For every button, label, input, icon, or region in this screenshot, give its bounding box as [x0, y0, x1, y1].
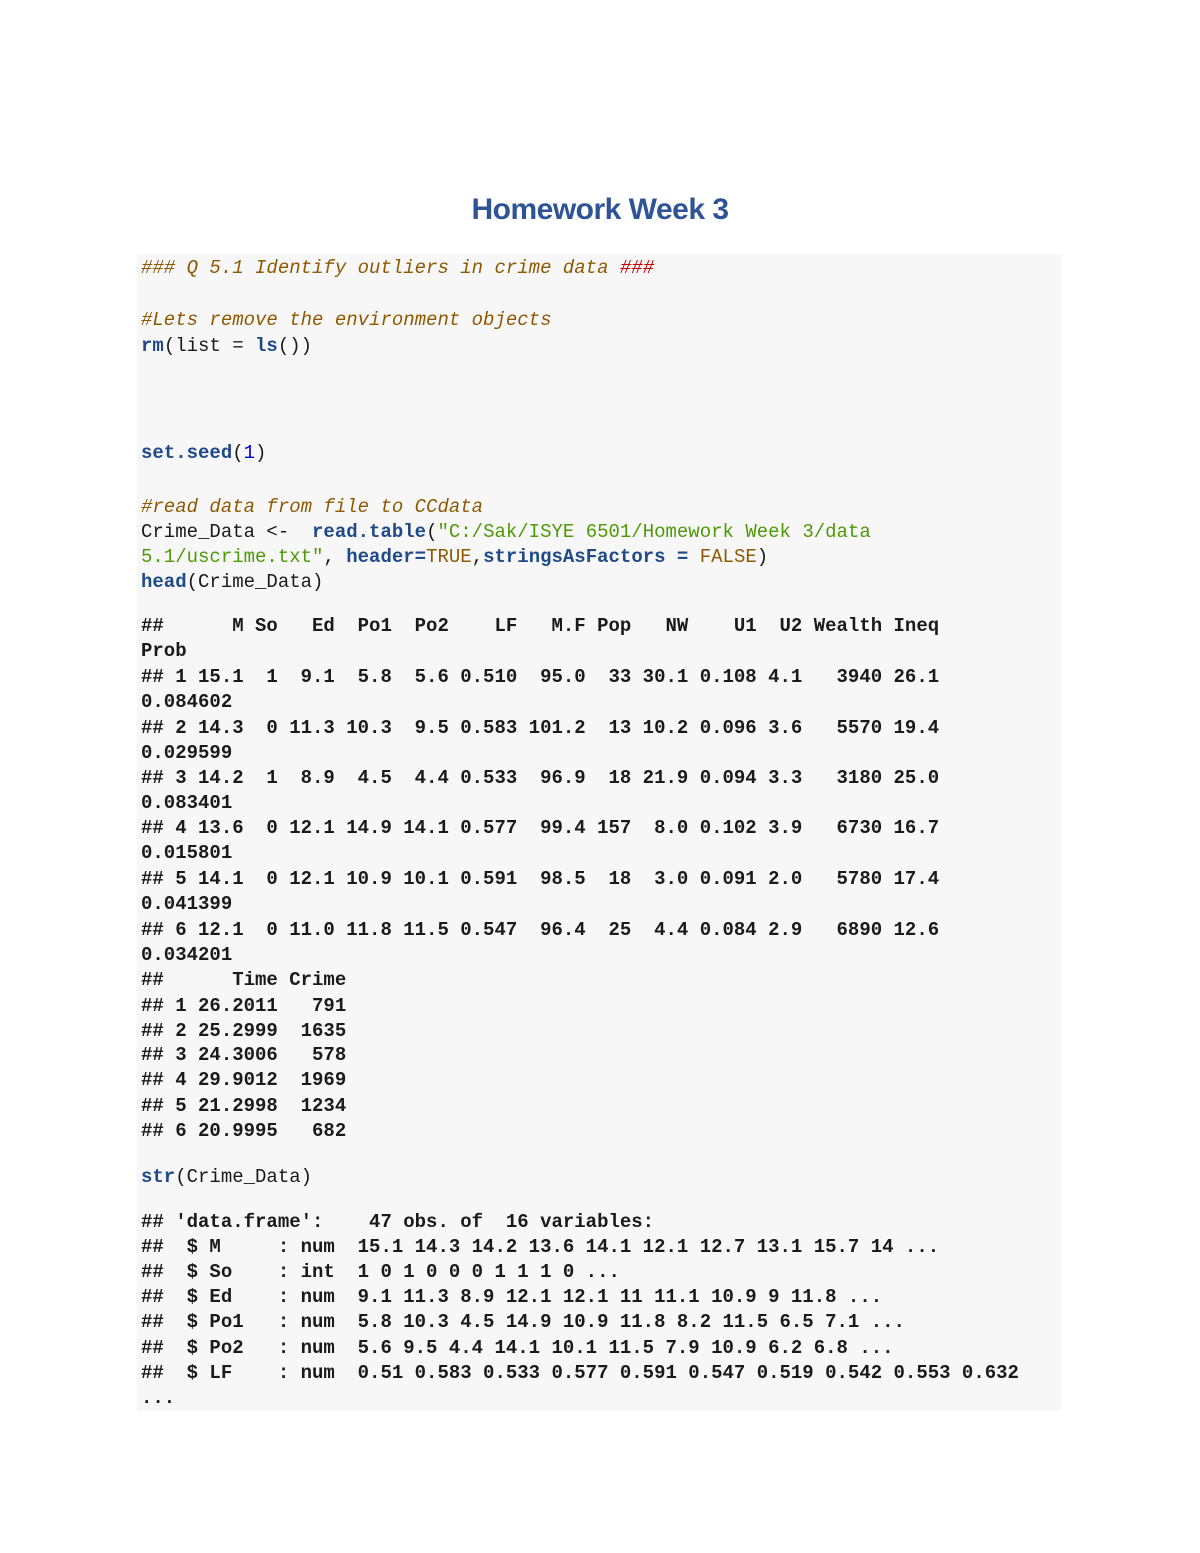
output-line: ## 2 25.2999 1635 [141, 1020, 347, 1042]
output-line: 0.084602 [141, 691, 233, 713]
strings-as-factors-value: FALSE [699, 546, 757, 568]
read-table-open: ( [426, 521, 438, 543]
str-output-line: ## $ Ed : num 9.1 11.3 8.9 12.1 12.1 11 11.1 10.9 9 11.8 ... [141, 1286, 883, 1308]
str-output-line: ## $ Po2 : num 5.6 9.5 4.4 14.1 10.1 11.5 7.9 10.9 6.2 6.8 ... [141, 1337, 894, 1359]
assign-lhs: Crime_Data <- [141, 521, 313, 543]
file-path-string: "C:/Sak/ISYE 6501/Homework Week 3/data [437, 521, 871, 543]
read-table-function: read.table [312, 521, 427, 543]
str-output-line: ... [141, 1387, 176, 1409]
output-line: ## 1 15.1 1 9.1 5.8 5.6 0.510 95.0 33 30.1 0.108 4.1 3940 26.1 [141, 666, 940, 688]
output-line: 0.015801 [141, 842, 233, 864]
code-line-comment-remove [141, 308, 551, 333]
comment-read-data: #read data from file to CCdata [141, 496, 484, 518]
code-line-head [141, 570, 323, 595]
arg-separator-2: , [471, 546, 484, 568]
code-line-set-seed [141, 441, 266, 466]
str-output-line: ## 'data.frame': 47 obs. of 16 variables: [141, 1211, 655, 1233]
read-table-close: ) [756, 546, 769, 568]
output-line: Prob [141, 640, 187, 662]
code-line-comment-read [141, 495, 483, 520]
str-function: str [141, 1166, 176, 1188]
rm-open: (list = [163, 335, 256, 357]
strings-as-factors-arg: stringsAsFactors = [483, 546, 700, 568]
code-line-read-table-2 [141, 545, 768, 570]
output-line: ## 4 13.6 0 12.1 14.9 14.1 0.577 99.4 157 8.0 0.102 3.9 6730 16.7 [141, 817, 940, 839]
output-line: ## 3 14.2 1 8.9 4.5 4.4 0.533 96.9 18 21.9 0.094 3.3 3180 25.0 [141, 767, 940, 789]
output-line: 0.041399 [141, 893, 233, 915]
rm-function: rm [141, 335, 164, 357]
page-title: Homework Week 3 [471, 193, 729, 226]
set-seed-open: ( [232, 442, 244, 464]
output-line: ## 5 21.2998 1234 [141, 1095, 347, 1117]
output-line: ## 4 29.9012 1969 [141, 1069, 347, 1091]
comment-remove-objects: #Lets remove the environment objects [141, 309, 552, 331]
str-output-line: ## $ Po1 : num 5.8 10.3 4.5 14.9 10.9 11.8 8.2 11.5 6.5 7.1 ... [141, 1311, 905, 1333]
output-line: ## 2 14.3 0 11.3 10.3 9.5 0.583 101.2 13 10.2 0.096 3.6 5570 19.4 [141, 717, 940, 739]
ls-function: ls [255, 335, 278, 357]
header-arg: header= [346, 546, 427, 568]
output-line: ## M So Ed Po1 Po2 LF M.F Pop NW U1 U2 Wealth Ineq [141, 615, 940, 637]
file-path-string-end: 5.1/uscrime.txt" [141, 546, 324, 568]
str-output-line: ## $ So : int 1 0 1 0 0 0 1 1 1 0 ... [141, 1261, 620, 1283]
head-args: (Crime_Data) [186, 571, 324, 593]
question-comment: ### Q 5.1 Identify outliers in crime data [141, 257, 620, 279]
output-line: ## 3 24.3006 578 [141, 1044, 347, 1066]
output-line: ## 6 20.9995 682 [141, 1120, 347, 1142]
code-line-rm [141, 334, 312, 359]
code-line-question-header [141, 256, 654, 281]
arg-separator: , [323, 546, 347, 568]
str-args: (Crime_Data) [175, 1166, 313, 1188]
output-line: 0.083401 [141, 792, 233, 814]
str-output-line: ## $ LF : num 0.51 0.583 0.533 0.577 0.591 0.547 0.519 0.542 0.553 0.632 [141, 1362, 1019, 1384]
header-value: TRUE [426, 546, 472, 568]
output-line: 0.034201 [141, 944, 233, 966]
head-function: head [141, 571, 187, 593]
output-line: ## Time Crime [141, 969, 347, 991]
rm-close: ()) [277, 335, 313, 357]
set-seed-arg: 1 [243, 442, 256, 464]
code-line-str [141, 1165, 312, 1190]
output-line: ## 1 26.2011 791 [141, 995, 347, 1017]
str-output-line: ## $ M : num 15.1 14.3 14.2 13.6 14.1 12.1 12.7 13.1 15.7 14 ... [141, 1236, 940, 1258]
output-line: 0.029599 [141, 742, 233, 764]
output-line: ## 6 12.1 0 11.0 11.8 11.5 0.547 96.4 25 4.4 0.084 2.9 6890 12.6 [141, 919, 940, 941]
set-seed-close: ) [255, 442, 267, 464]
question-comment-hashes: ### [619, 257, 655, 279]
code-line-read-table-1 [141, 520, 871, 545]
set-seed-function: set.seed [141, 442, 233, 464]
output-line: ## 5 14.1 0 12.1 10.9 10.1 0.591 98.5 18 3.0 0.091 2.0 5780 17.4 [141, 868, 940, 890]
